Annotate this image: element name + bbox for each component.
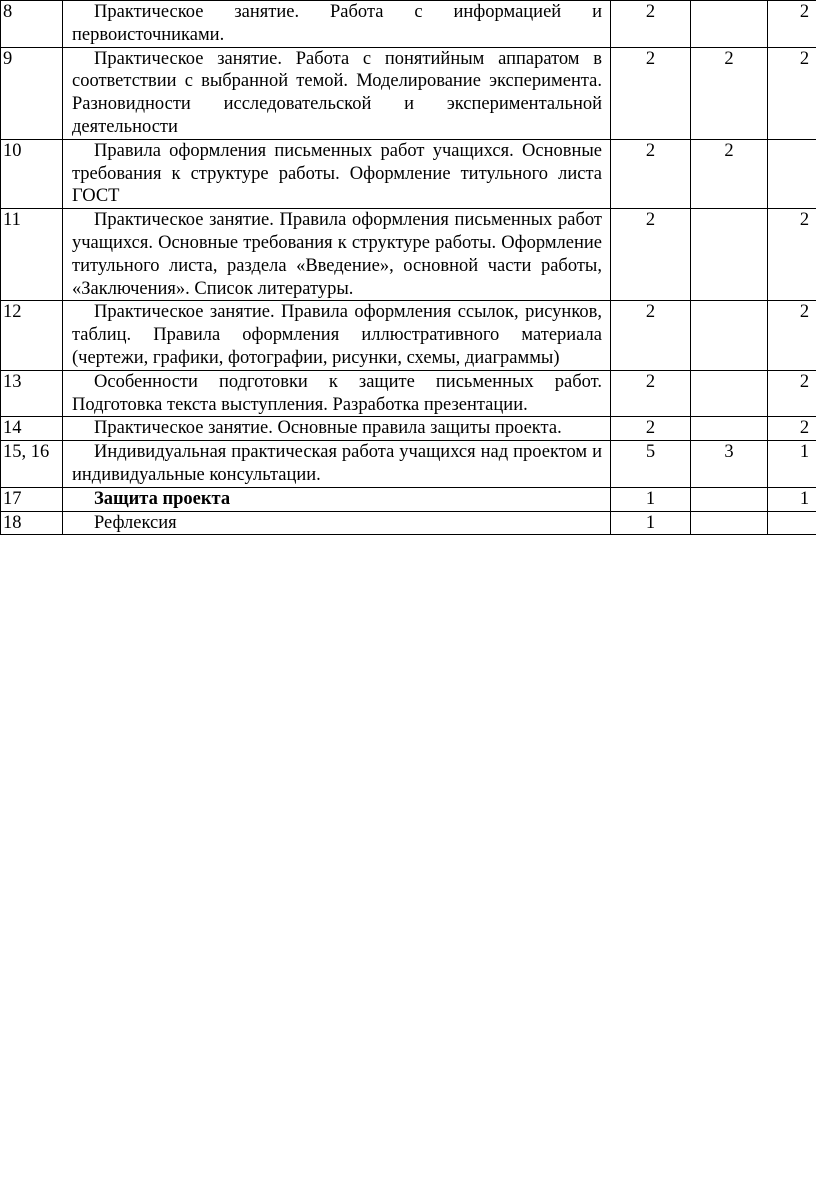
row-number: 10 [1,139,63,208]
row-theory-hours: 5 [611,441,691,488]
row-number: 17 [1,487,63,511]
table-row [1,417,816,441]
row-practice-hours [691,487,768,511]
row-topic: Практическое занятие. Правила оформления письменных работ учащихся. Основные требования к структуре работы. Оформление титульного листа, раздела «Введение», основной части работы, «Заключения». Список литературы. [63,209,611,301]
row-theory-hours: 1 [611,487,691,511]
row-number: 9 [1,47,63,139]
row-number: 11 [1,209,63,301]
table-row [1,441,816,488]
row-practice-hours [691,1,768,48]
row-number: 15, 16 [1,441,63,488]
row-number: 12 [1,301,63,370]
row-theory-hours: 2 [611,370,691,417]
row-theory-hours: 2 [611,417,691,441]
row-theory-hours: 2 [611,139,691,208]
row-total-hours: 1 [768,441,816,488]
row-number: 8 [1,1,63,48]
row-theory-hours: 2 [611,209,691,301]
row-practice-hours [691,301,768,370]
row-total-hours: 2 [768,370,816,417]
row-total-hours [768,139,816,208]
row-practice-hours [691,209,768,301]
row-practice-hours [691,417,768,441]
table-row [1,487,816,511]
row-number: 13 [1,370,63,417]
row-practice-hours: 2 [691,47,768,139]
row-practice-hours: 3 [691,441,768,488]
row-theory-hours: 2 [611,301,691,370]
row-topic: Правила оформления письменных работ учащихся. Основные требования к структуре работы. Оформление титульного листа ГОСТ [63,139,611,208]
table-row [1,1,816,48]
row-theory-hours: 2 [611,1,691,48]
row-topic: Индивидуальная практическая работа учащихся над проектом и индивидуальные консультации. [63,441,611,488]
row-number: 18 [1,511,63,535]
table-row [1,511,816,535]
row-total-hours: 2 [768,301,816,370]
row-topic: Рефлексия [63,511,611,535]
row-theory-hours: 1 [611,511,691,535]
row-total-hours: 2 [768,47,816,139]
lesson-plan-body [1,1,816,535]
row-topic: Особенности подготовки к защите письменных работ. Подготовка текста выступления. Разработка презентации. [63,370,611,417]
row-topic: Практическое занятие. Работа с информацией и первоисточниками. [63,1,611,48]
row-topic: Практическое занятие. Правила оформления ссылок, рисунков, таблиц. Правила оформления иллюстративного материала (чертежи, графики, фотографии, рисунки, схемы, диаграммы) [63,301,611,370]
lesson-plan-table [0,0,816,535]
row-total-hours [768,511,816,535]
row-total-hours: 2 [768,209,816,301]
table-row [1,370,816,417]
row-practice-hours [691,511,768,535]
table-row [1,139,816,208]
table-row [1,301,816,370]
row-total-hours: 2 [768,417,816,441]
row-practice-hours: 2 [691,139,768,208]
row-topic: Практическое занятие. Основные правила защиты проекта. [63,417,611,441]
table-row [1,47,816,139]
table-row [1,209,816,301]
row-number: 14 [1,417,63,441]
row-topic: Защита проекта [63,487,611,511]
row-theory-hours: 2 [611,47,691,139]
row-practice-hours [691,370,768,417]
row-topic: Практическое занятие. Работа с понятийным аппаратом в соответствии с выбранной темой. Моделирование эксперимента. Разновидности исследовательской и экспериментальной деятельности [63,47,611,139]
row-total-hours: 1 [768,487,816,511]
row-total-hours: 2 [768,1,816,48]
